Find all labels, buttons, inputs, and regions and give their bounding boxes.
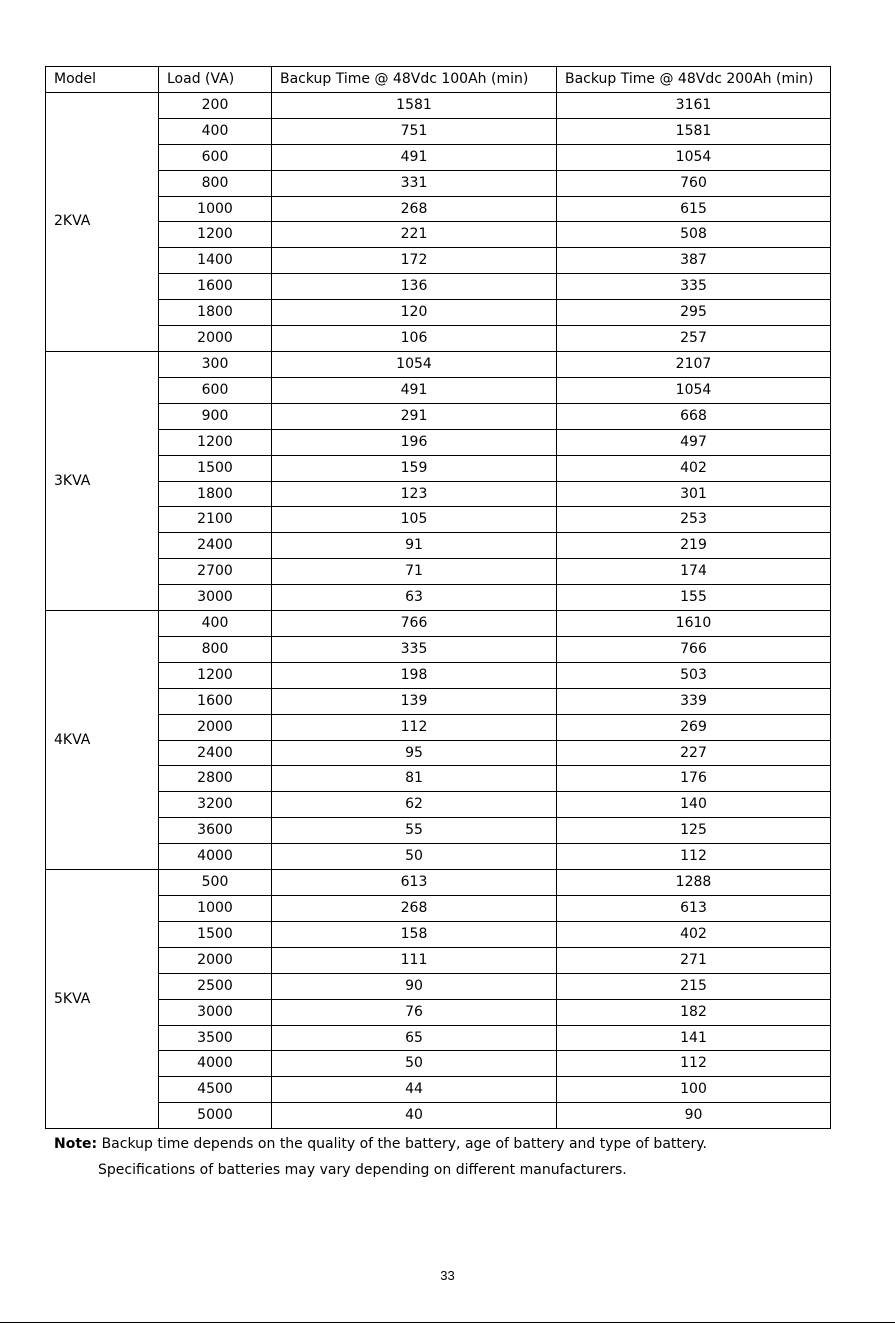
backup-200ah-cell: 497 [557,429,831,455]
backup-100ah-cell: 65 [272,1025,557,1051]
table-row [46,999,831,1025]
backup-100ah-cell: 91 [272,533,557,559]
load-cell: 1400 [159,248,272,274]
load-cell: 2000 [159,326,272,352]
backup-200ah-cell: 140 [557,792,831,818]
backup-200ah-cell: 335 [557,274,831,300]
backup-100ah-cell: 331 [272,170,557,196]
backup-100ah-cell: 335 [272,636,557,662]
backup-100ah-cell: 90 [272,973,557,999]
backup-200ah-cell: 3161 [557,92,831,118]
table-row [46,481,831,507]
load-cell: 1800 [159,481,272,507]
backup-200ah-cell: 1054 [557,377,831,403]
table-row [46,636,831,662]
load-cell: 1200 [159,662,272,688]
backup-100ah-cell: 766 [272,611,557,637]
load-cell: 1000 [159,896,272,922]
backup-100ah-cell: 120 [272,300,557,326]
table-row [46,326,831,352]
backup-100ah-cell: 63 [272,585,557,611]
load-cell: 1600 [159,274,272,300]
backup-200ah-cell: 1054 [557,144,831,170]
table-row [46,870,831,896]
backup-100ah-cell: 50 [272,1051,557,1077]
backup-100ah-cell: 291 [272,403,557,429]
backup-200ah-cell: 1610 [557,611,831,637]
table-header [46,67,831,93]
table-row [46,947,831,973]
backup-100ah-cell: 159 [272,455,557,481]
backup-100ah-cell: 111 [272,947,557,973]
table-row [46,792,831,818]
backup-200ah-cell: 227 [557,740,831,766]
table-row [46,714,831,740]
table-row [46,611,831,637]
load-cell: 3200 [159,792,272,818]
backup-100ah-cell: 268 [272,196,557,222]
load-cell: 1500 [159,921,272,947]
table-row [46,196,831,222]
load-cell: 3000 [159,999,272,1025]
backup-200ah-cell: 271 [557,947,831,973]
table-row [46,1025,831,1051]
backup-100ah-cell: 196 [272,429,557,455]
header-model: Model [46,67,159,93]
backup-200ah-cell: 615 [557,196,831,222]
backup-100ah-cell: 71 [272,559,557,585]
load-cell: 2400 [159,740,272,766]
header-row [46,67,831,93]
load-cell: 400 [159,611,272,637]
table-row [46,740,831,766]
header-backup-200ah: Backup Time @ 48Vdc 200Ah (min) [557,67,831,93]
load-cell: 800 [159,170,272,196]
backup-100ah-cell: 95 [272,740,557,766]
backup-100ah-cell: 613 [272,870,557,896]
load-cell: 500 [159,870,272,896]
load-cell: 1600 [159,688,272,714]
table-row [46,1077,831,1103]
backup-200ah-cell: 402 [557,455,831,481]
backup-200ah-cell: 339 [557,688,831,714]
backup-200ah-cell: 766 [557,636,831,662]
backup-100ah-cell: 491 [272,144,557,170]
note-line-2: Specifications of batteries may vary depending on different manufacturers. [98,1162,627,1178]
table-row [46,559,831,585]
backup-200ah-cell: 387 [557,248,831,274]
table-row [46,170,831,196]
load-cell: 5000 [159,1103,272,1129]
load-cell: 3000 [159,585,272,611]
load-cell: 2500 [159,973,272,999]
backup-100ah-cell: 198 [272,662,557,688]
load-cell: 600 [159,144,272,170]
page-number: 33 [440,1268,455,1283]
table-row [46,507,831,533]
backup-200ah-cell: 176 [557,766,831,792]
table-row [46,118,831,144]
backup-200ah-cell: 141 [557,1025,831,1051]
load-cell: 2700 [159,559,272,585]
table-row [46,222,831,248]
load-cell: 1000 [159,196,272,222]
backup-200ah-cell: 1288 [557,870,831,896]
note-line-1: Backup time depends on the quality of the battery, age of battery and type of battery. [101,1136,707,1152]
note-block [54,1131,854,1183]
load-cell: 2800 [159,766,272,792]
table-row [46,533,831,559]
backup-200ah-cell: 215 [557,973,831,999]
table-row [46,455,831,481]
backup-200ah-cell: 1581 [557,118,831,144]
backup-100ah-cell: 1054 [272,351,557,377]
backup-200ah-cell: 402 [557,921,831,947]
load-cell: 300 [159,351,272,377]
load-cell: 1800 [159,300,272,326]
backup-100ah-cell: 1581 [272,92,557,118]
backup-200ah-cell: 253 [557,507,831,533]
load-cell: 3600 [159,818,272,844]
backup-100ah-cell: 62 [272,792,557,818]
load-cell: 4500 [159,1077,272,1103]
table-row [46,585,831,611]
table-row [46,403,831,429]
table-row [46,973,831,999]
backup-100ah-cell: 751 [272,118,557,144]
backup-100ah-cell: 55 [272,818,557,844]
table-row [46,429,831,455]
header-load: Load (VA) [159,67,272,93]
table-row [46,844,831,870]
load-cell: 1200 [159,222,272,248]
table-row [46,144,831,170]
table-row [46,377,831,403]
table-body [46,92,831,1128]
table-row [46,274,831,300]
load-cell: 4000 [159,844,272,870]
load-cell: 200 [159,92,272,118]
bottom-divider [0,1322,895,1323]
backup-200ah-cell: 219 [557,533,831,559]
table-row [46,896,831,922]
backup-200ah-cell: 125 [557,818,831,844]
backup-200ah-cell: 760 [557,170,831,196]
model-cell: 5KVA [46,870,159,1129]
table-row [46,248,831,274]
backup-100ah-cell: 268 [272,896,557,922]
backup-200ah-cell: 613 [557,896,831,922]
backup-100ah-cell: 50 [272,844,557,870]
table-row [46,818,831,844]
backup-100ah-cell: 76 [272,999,557,1025]
table-row [46,688,831,714]
load-cell: 400 [159,118,272,144]
backup-100ah-cell: 491 [272,377,557,403]
backup-200ah-cell: 508 [557,222,831,248]
backup-200ah-cell: 503 [557,662,831,688]
backup-100ah-cell: 112 [272,714,557,740]
load-cell: 3500 [159,1025,272,1051]
load-cell: 800 [159,636,272,662]
table-row [46,1103,831,1129]
load-cell: 900 [159,403,272,429]
table-row [46,662,831,688]
backup-200ah-cell: 301 [557,481,831,507]
table-row [46,351,831,377]
load-cell: 2400 [159,533,272,559]
load-cell: 2000 [159,714,272,740]
load-cell: 1500 [159,455,272,481]
load-cell: 2000 [159,947,272,973]
backup-100ah-cell: 123 [272,481,557,507]
load-cell: 2100 [159,507,272,533]
backup-200ah-cell: 257 [557,326,831,352]
backup-200ah-cell: 100 [557,1077,831,1103]
backup-200ah-cell: 155 [557,585,831,611]
backup-100ah-cell: 105 [272,507,557,533]
load-cell: 1200 [159,429,272,455]
load-cell: 4000 [159,1051,272,1077]
model-cell: 4KVA [46,611,159,870]
backup-100ah-cell: 106 [272,326,557,352]
backup-200ah-cell: 295 [557,300,831,326]
load-cell: 600 [159,377,272,403]
backup-time-table [45,66,831,1129]
model-cell: 2KVA [46,92,159,351]
table-row [46,92,831,118]
table-row [46,1051,831,1077]
backup-100ah-cell: 136 [272,274,557,300]
backup-100ah-cell: 139 [272,688,557,714]
backup-200ah-cell: 112 [557,1051,831,1077]
model-cell: 3KVA [46,351,159,610]
backup-200ah-cell: 90 [557,1103,831,1129]
header-backup-100ah: Backup Time @ 48Vdc 100Ah (min) [272,67,557,93]
backup-200ah-cell: 174 [557,559,831,585]
backup-200ah-cell: 668 [557,403,831,429]
table-row [46,766,831,792]
backup-200ah-cell: 269 [557,714,831,740]
backup-100ah-cell: 221 [272,222,557,248]
backup-100ah-cell: 172 [272,248,557,274]
table-row [46,921,831,947]
backup-100ah-cell: 40 [272,1103,557,1129]
backup-200ah-cell: 2107 [557,351,831,377]
table-row [46,300,831,326]
backup-200ah-cell: 182 [557,999,831,1025]
backup-100ah-cell: 44 [272,1077,557,1103]
backup-100ah-cell: 158 [272,921,557,947]
backup-200ah-cell: 112 [557,844,831,870]
note-label: Note: [54,1136,98,1152]
backup-100ah-cell: 81 [272,766,557,792]
